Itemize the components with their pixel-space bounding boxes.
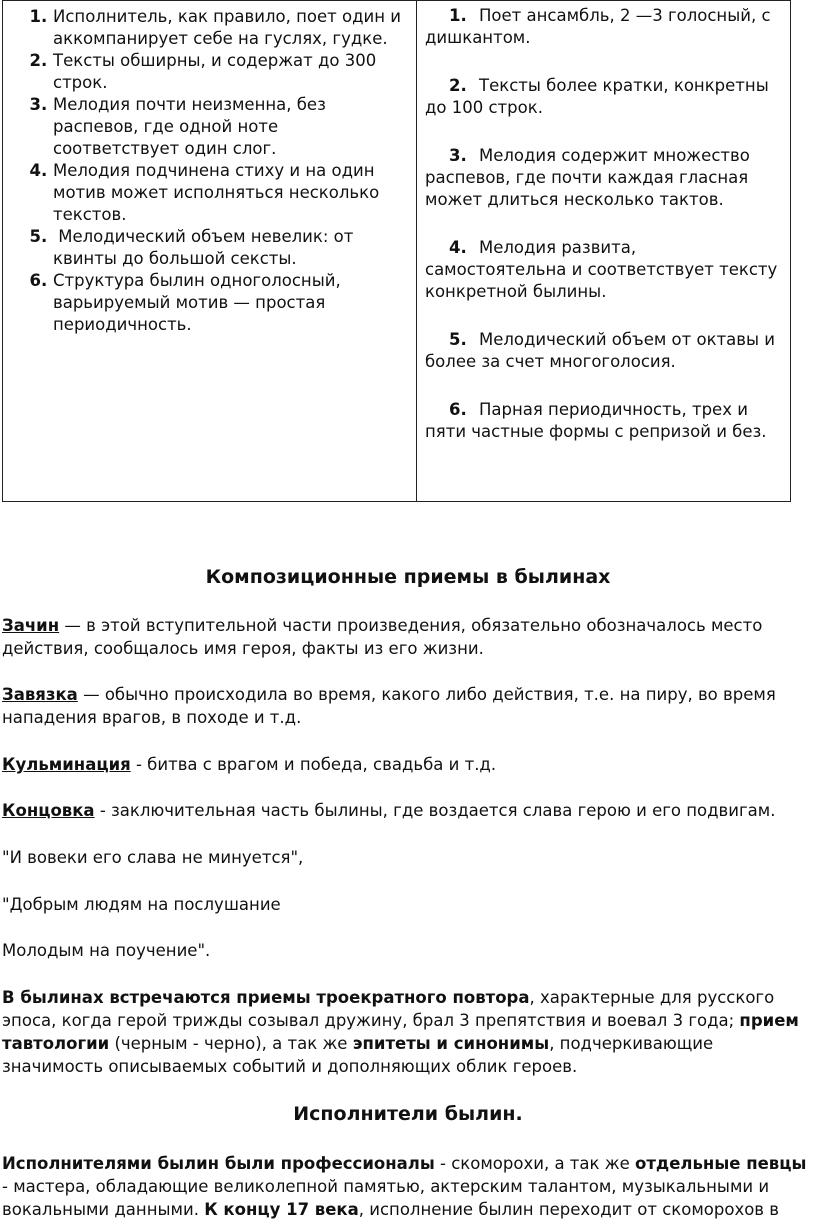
text-performers-1: - скоморохи, а так же	[434, 1154, 635, 1173]
right-item-number: 6.	[449, 400, 467, 419]
comparison-table	[2, 0, 791, 502]
bold-professionals: Исполнителями былин были профессионалы	[2, 1154, 435, 1173]
quote-line-3: Молодым на поучение".	[2, 941, 211, 960]
bold-17-century: К концу 17 века	[204, 1200, 359, 1219]
right-item-number: 4.	[449, 238, 467, 257]
bold-epithets: эпитеты и синонимы	[352, 1034, 550, 1053]
right-item-text: Мелодический объем от октавы и более за счет многоголосия.	[425, 330, 776, 371]
text-kulminaciya: - битва с врагом и победа, свадьба и т.д.	[130, 755, 497, 774]
left-item-2: 2. Тексты обширны, и содержат до 300 строк.	[53, 50, 406, 94]
left-item-4: 4. Мелодия подчинена стиху и на один мотив может исполняться несколько текстов.	[53, 160, 406, 226]
text-zavyazka: — обычно происходила во время, какого либо действия, т.е. на пиру, во время нападения врагов, в походе и т.д.	[2, 685, 776, 727]
text-repeat-1: , характерные для русского эпоса, когда герой трижды созывал дружину, брал 3 препятствия и воевал 3 года;	[2, 988, 775, 1030]
right-item-number: 5.	[449, 330, 467, 349]
paragraph-zavyazka	[2, 683, 812, 729]
left-item-6: 6. Структура былин одноголосный, варьируемый мотив — простая периодичность.	[53, 270, 406, 336]
left-item-1: 1. Исполнитель, как правило, поет один и аккомпанирует себе на гуслях, гудке.	[53, 6, 406, 50]
right-item-1	[425, 5, 782, 49]
term-zachin: Зачин	[2, 616, 60, 635]
left-item-5: 5. Мелодический объем невелик: от квинты до большой сексты.	[53, 226, 406, 270]
right-item-text: Парная периодичность, трех и пяти частные формы с репризой и без.	[425, 400, 767, 441]
bold-tautology: прием тавтологии	[2, 1011, 799, 1053]
bold-singers: отдельные певцы	[635, 1154, 807, 1173]
right-item-number: 2.	[449, 76, 467, 95]
term-kulminaciya: Кульминация	[2, 755, 131, 774]
right-item-text: Мелодия содержит множество распевов, где почти каждая гласная может длиться несколько тактов.	[425, 146, 750, 209]
right-item-5	[425, 329, 782, 373]
quote-line-1: "И вовеки его слава не минуется",	[2, 848, 304, 867]
left-item-3: 3. Мелодия почти неизменна, без распевов, где одной ноте соответствует один слог.	[53, 94, 406, 160]
quote-line-2: "Добрым людям на послушание	[2, 895, 281, 914]
right-item-text: Поет ансамбль, 2 —3 голосный, с дишкантом.	[425, 6, 771, 47]
text-performers-3: , исполнение былин переходит от скоморохов в	[358, 1200, 779, 1219]
left-list	[13, 6, 406, 336]
section-title-composition: Композиционные приемы в былинах	[205, 566, 611, 588]
left-column	[3, 1, 417, 502]
right-item-number: 3.	[449, 146, 467, 165]
paragraph-performers	[2, 1152, 812, 1221]
section-title-performers: Исполнители былин.	[293, 1103, 523, 1125]
right-column	[417, 1, 791, 502]
text-performers-2: - мастера, обладающие великолепной памятью, актерским талантом, музыкальными и вокальными данными.	[2, 1177, 770, 1219]
right-item-number: 1.	[449, 6, 467, 25]
paragraph-kulminaciya	[2, 753, 812, 776]
paragraph-repeat	[2, 986, 812, 1078]
paragraph-zachin	[2, 614, 812, 660]
right-item-3	[425, 145, 782, 211]
right-item-text: Мелодия развита, самостоятельна и соответствует тексту конкретной былины.	[425, 238, 778, 301]
right-item-2	[425, 75, 782, 119]
text-koncovka: - заключительная часть былины, где воздается слава герою и его подвигам.	[94, 801, 776, 820]
text-repeat-3: , подчеркивающие значимость описываемых событий и дополняющих облик героев.	[2, 1034, 714, 1076]
text-zachin: — в этой вступительной части произведения, обязательно обозначалось место действия, сообщалось имя героя, факты из его жизни.	[2, 616, 763, 658]
term-zavyazka: Завязка	[2, 685, 78, 704]
bold-repeat: В былинах встречаются приемы троекратного повтора	[2, 988, 530, 1007]
right-item-text: Тексты более кратки, конкретны до 100 строк.	[425, 76, 769, 117]
text-repeat-2: (черным - черно), а так же	[109, 1034, 353, 1053]
right-item-4	[425, 237, 782, 303]
right-item-6	[425, 399, 782, 443]
paragraph-koncovka	[2, 799, 812, 822]
term-koncovka: Концовка	[2, 801, 95, 820]
